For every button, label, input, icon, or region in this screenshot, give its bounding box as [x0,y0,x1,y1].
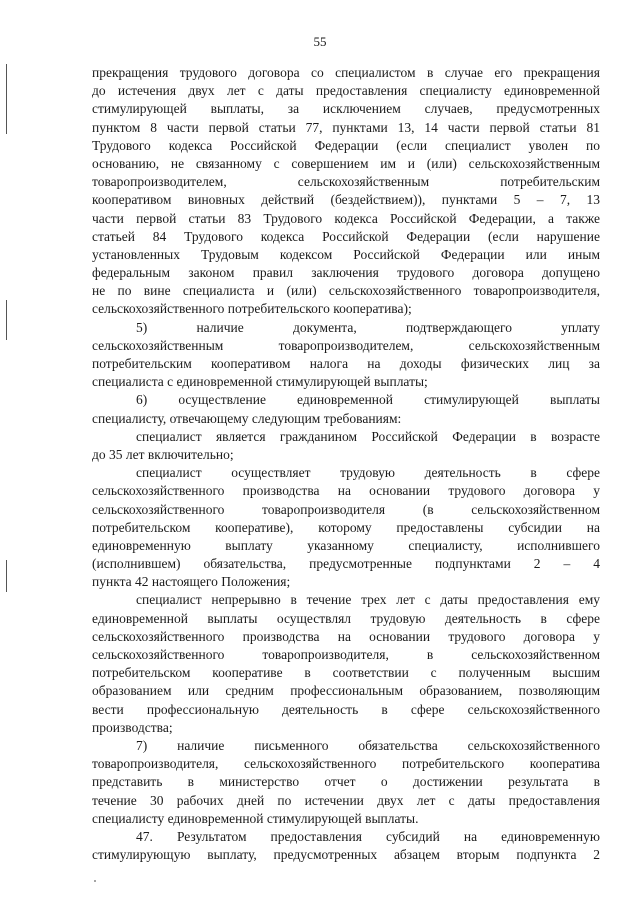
text-line: специалисту единовременной стимулирующей выплаты. [92,810,419,826]
text-line: вести профессиональную деятельность в сфере сельскохозяйственного [92,701,600,717]
scan-edge-mark [6,300,7,340]
text-line: образованием или средним профессиональным образованием, позволяющим [92,683,600,699]
text-line: 7) наличие письменного обязательства сельскохозяйственного [136,737,600,753]
text-line: течение 30 рабочих дней по истечении двух лет с даты предоставления [92,792,600,808]
text-line: потребительском кооперативе), которому предоставлены субсидии на [92,519,600,535]
text-line: статьей 84 Трудового кодекса Российской Федерации (если нарушение [92,228,600,244]
text-line: основанию, не связанному с совершением им и (или) сельскохозяйственным [92,155,600,171]
scan-edge-mark [6,64,7,134]
text-line: сельскохозяйственного производства на основании трудового договора у [92,628,600,644]
text-line: потребительском кооперативе в соответствии с полученным высшим [92,665,600,681]
text-line: специалист является гражданином Российской Федерации в возрасте [136,428,600,444]
text-line: товаропроизводителя, сельскохозяйственного потребительского кооператива [92,756,600,772]
text-line: кооперативом виновных действий (бездействием)), пунктами 5 – 7, 13 [92,192,600,208]
text-line: не по вине специалиста и (или) сельскохозяйственного товаропроизводителя, [92,283,600,299]
text-line: единовременной выплаты осуществлял трудовую деятельность в сфере [92,610,600,626]
text-line: специалист непрерывно в течение трех лет с даты предоставления ему [136,592,600,608]
scan-edge-mark [6,560,7,592]
text-line: товаропроизводителем, сельскохозяйственным потребительским [92,174,600,190]
text-line: сельскохозяйственного потребительского кооператива); [92,301,412,317]
text-line: Трудового кодекса Российской Федерации (если специалист уволен по [92,137,600,153]
text-line: потребительским кооперативом налога на доходы физических лиц за [92,356,600,371]
text-line: представить в министерство отчет о достижении результата в [92,774,600,790]
text-line: специалист осуществляет трудовую деятельность в сфере [136,465,600,481]
text-line: специалиста с единовременной стимулирующей выплаты; [92,374,428,390]
text-line: части первой статьи 83 Трудового кодекса Российской Федерации, а также [92,210,600,226]
text-line: 5) наличие документа, подтверждающего уплату [136,319,600,335]
text-line: до 35 лет включительно; [92,446,234,462]
text-line: сельскохозяйственного производства на основании трудового договора у [92,483,600,499]
text-line: 47. Результатом предоставления субсидий на единовременную [136,828,600,844]
text-line: стимулирующую выплату, предусмотренных абзацем вторым подпункта 2 [92,847,600,863]
text-line: пункта 42 настоящего Положения; [92,574,291,590]
text-line: специалисту, отвечающему следующим требованиям: [92,410,402,426]
document-body [92,64,600,864]
text-line: федеральным законом правил заключения трудового договора допущено [92,265,600,281]
text-line: 6) осуществление единовременной стимулирующей выплаты [136,392,600,408]
text-line: установленных Трудовым кодексом Российской Федерации или иным [92,246,600,262]
text-line: прекращения трудового договора со специалистом в случае его прекращения [92,65,600,80]
page-number: 55 [313,34,327,49]
scan-speck [94,880,96,882]
text-line: единовременную выплату указанному специалисту, исполнившего [92,537,600,553]
text-line: сельскохозяйственного товаропроизводителя (в сельскохозяйственном [92,501,600,517]
text-line: до истечения двух лет с даты предоставления специалисту единовременной [92,83,600,99]
text-line: производства; [92,719,173,735]
text-line: стимулирующей выплаты, за исключением случаев, предусмотренных [92,101,600,117]
text-line: сельскохозяйственного товаропроизводителя, в сельскохозяйственном [92,647,600,662]
text-line: (исполнившем) обязательства, предусмотренные подпунктами 2 – 4 [92,556,600,572]
text-line: сельскохозяйственным товаропроизводителем, сельскохозяйственным [92,337,600,353]
text-line: пунктом 8 части первой статьи 77, пунктами 13, 14 части первой статьи 81 [92,119,600,135]
